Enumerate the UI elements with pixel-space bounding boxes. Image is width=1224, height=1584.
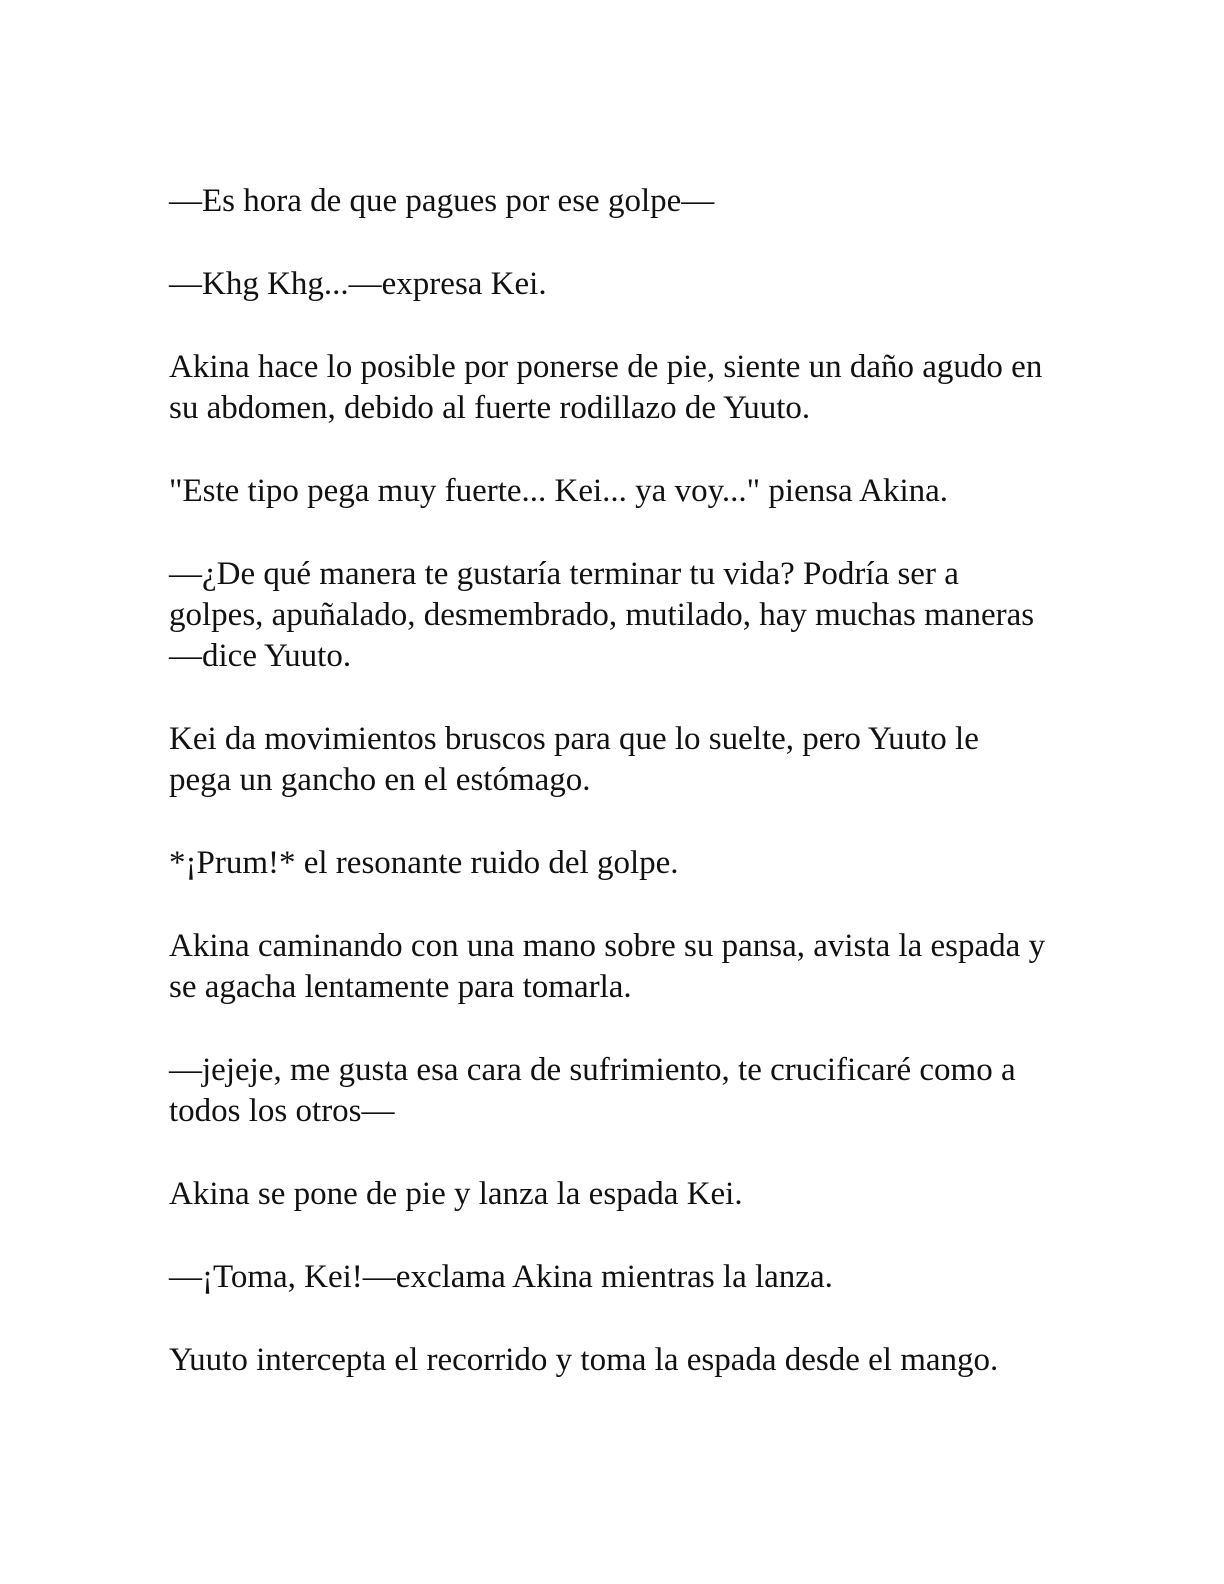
- paragraph: Akina hace lo posible por ponerse de pie, siente un daño agudo en su abdomen, debido al fuerte rodillazo de Yuuto.: [169, 349, 1043, 426]
- paragraph: Akina caminando con una mano sobre su pansa, avista la espada y se agacha lentamente para tomarla.: [169, 928, 1046, 1005]
- paragraph: *¡Prum!* el resonante ruido del golpe.: [169, 845, 679, 881]
- paragraph: —¡Toma, Kei!—exclama Akina mientras la lanza.: [169, 1259, 833, 1295]
- text-body: [169, 181, 1049, 1423]
- paragraph: —¿De qué manera te gustaría terminar tu vida? Podría ser a golpes, apuñalado, desmembrado, mutilado, hay muchas maneras—dice Yuuto.: [169, 556, 1035, 674]
- paragraph: —jejeje, me gusta esa cara de sufrimiento, te crucificaré como a todos los otros—: [169, 1052, 1016, 1129]
- paragraph: —Khg Khg...—expresa Kei.: [169, 266, 547, 302]
- paragraph: "Este tipo pega muy fuerte... Kei... ya voy..." piensa Akina.: [169, 473, 949, 509]
- paragraph: Yuuto intercepta el recorrido y toma la espada desde el mango.: [169, 1342, 999, 1378]
- paragraph: Akina se pone de pie y lanza la espada Kei.: [169, 1176, 743, 1212]
- paragraph: Kei da movimientos bruscos para que lo suelte, pero Yuuto le pega un gancho en el estómago.: [169, 721, 979, 798]
- paragraph: —Es hora de que pagues por ese golpe—: [169, 183, 715, 219]
